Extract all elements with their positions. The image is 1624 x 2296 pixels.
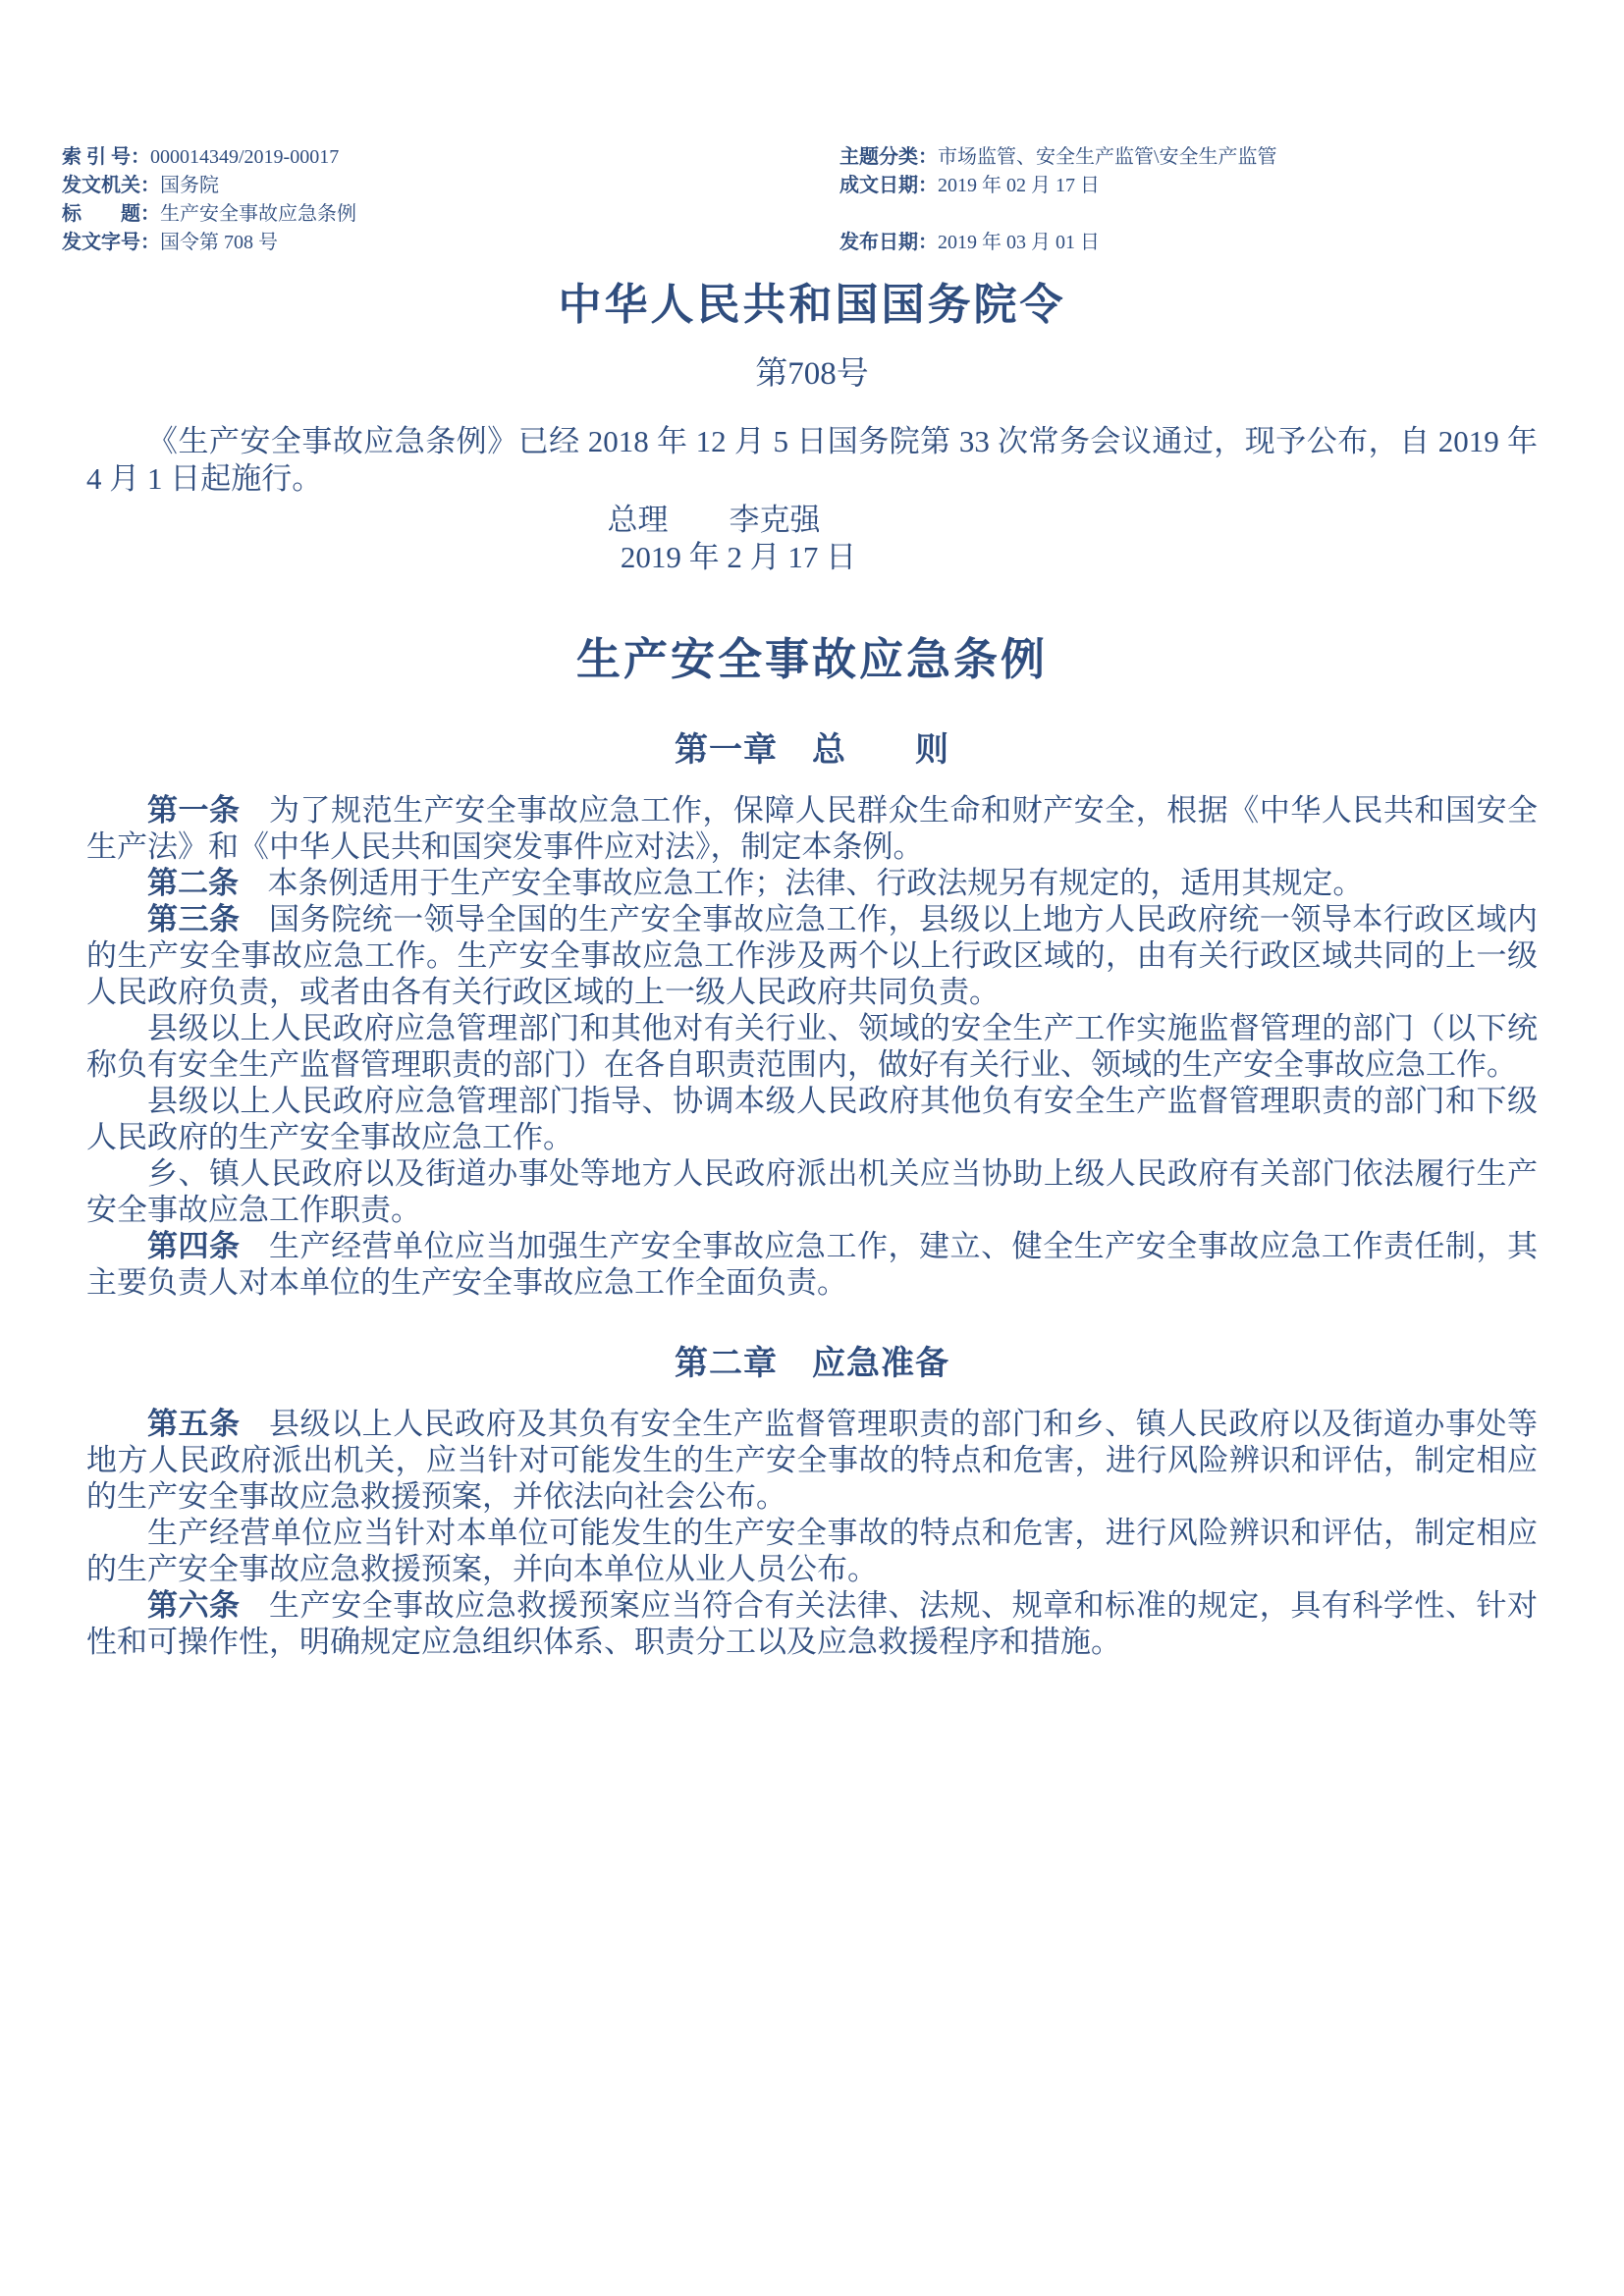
article-text: 生产经营单位应当加强生产安全事故应急工作，建立、健全生产安全事故应急工作责任制，其主要负责人对本单位的生产安全事故应急工作全面负责。 (86, 1229, 1538, 1300)
article-text: 县级以上人民政府及其负有安全生产监督管理职责的部门和乡、镇人民政府以及街道办事处等地方人民政府派出机关，应当针对可能发生的生产安全事故的特点和危害，进行风险辨识和评估，制定相应的生产安全事故应急救援预案，并依法向社会公布。 (86, 1407, 1538, 1514)
signer-line: 总理 李克强 (607, 503, 821, 537)
meta-label: 主题分类： (839, 146, 938, 168)
meta-cell-index-number (62, 143, 839, 172)
article-number: 第二条 (147, 866, 239, 900)
meta-label: 索 引 号： (62, 146, 150, 168)
meta-label: 成文日期： (839, 175, 938, 196)
article-paragraph (86, 865, 1538, 901)
article-text: 本条例适用于生产安全事故应急工作；法律、行政法规另有规定的，适用其规定。 (267, 866, 1364, 900)
article-text: 生产经营单位应当针对本单位可能发生的生产安全事故的特点和危害，进行风险辨识和评估，制定相应的生产安全事故应急救援预案，并向本单位从业人员公布。 (86, 1516, 1538, 1586)
article-paragraph (86, 792, 1538, 865)
article-text: 乡、镇人民政府以及街道办事处等地方人民政府派出机关应当协助上级人民政府有关部门依法履行生产安全事故应急工作职责。 (86, 1156, 1538, 1227)
meta-row (62, 143, 1562, 172)
article-paragraph (86, 1010, 1538, 1083)
article-number: 第六条 (147, 1588, 241, 1623)
signature-block (86, 502, 1538, 576)
article-number: 第一条 (147, 793, 241, 828)
article-text: 县级以上人民政府应急管理部门指导、协调本级人民政府其他负有安全生产监督管理职责的部门和下级人民政府的生产安全事故应急工作。 (86, 1084, 1538, 1154)
meta-value: 2019 年 03 月 01 日 (938, 232, 1100, 253)
decree-paragraph: 《生产安全事故应急条例》已经 2018 年 12 月 5 日国务院第 33 次常务会议通过，现予公布，自 2019 年 4 月 1 日起施行。 (86, 424, 1538, 496)
meta-cell-title (62, 200, 839, 229)
meta-label: 发文机关： (62, 175, 160, 196)
meta-value: 国令第 708 号 (160, 232, 278, 253)
article-paragraph (86, 1083, 1538, 1155)
meta-value: 2019 年 02 月 17 日 (938, 175, 1100, 196)
meta-cell-written-date (839, 172, 1562, 200)
meta-cell-topic-category (839, 143, 1562, 172)
chapter-1-heading: 第一章 总 则 (675, 732, 949, 769)
regulation-title: 生产安全事故应急条例 (575, 635, 1048, 684)
meta-value: 生产安全事故应急条例 (160, 203, 356, 225)
meta-value: 000014349/2019-00017 (150, 146, 340, 168)
meta-cell-empty (839, 200, 1562, 229)
article-paragraph (86, 1228, 1538, 1301)
regulation-section (86, 623, 1538, 1660)
article-paragraph (86, 1587, 1538, 1660)
meta-value: 市场监管、安全生产监管\安全生产监管 (938, 146, 1277, 168)
meta-row (62, 229, 1562, 257)
article-number: 第四条 (147, 1229, 241, 1263)
document-meta (62, 143, 1562, 257)
decree-section (86, 269, 1538, 576)
article-text: 国务院统一领导全国的生产安全事故应急工作，县级以上地方人民政府统一领导本行政区域内的生产安全事故应急工作。生产安全事故应急工作涉及两个以上行政区域的，由有关行政区域共同的上一级人民政府负责，或者由各有关行政区域的上一级人民政府共同负责。 (86, 902, 1538, 1009)
meta-cell-publish-date (839, 229, 1562, 257)
article-number: 第三条 (147, 902, 241, 936)
article-paragraph (86, 1406, 1538, 1515)
article-paragraph (86, 1515, 1538, 1587)
article-paragraph (86, 1155, 1538, 1228)
decree-title: 中华人民共和国国务院令 (558, 281, 1066, 329)
meta-label: 发布日期： (839, 232, 938, 253)
article-text: 为了规范生产安全事故应急工作，保障人民群众生命和财产安全，根据《中华人民共和国安全生产法》和《中华人民共和国突发事件应对法》，制定本条例。 (86, 793, 1538, 864)
decree-number: 第708号 (755, 356, 869, 392)
meta-row (62, 172, 1562, 200)
article-number: 第五条 (147, 1407, 241, 1441)
article-text: 县级以上人民政府应急管理部门和其他对有关行业、领域的安全生产工作实施监督管理的部门（以下统称负有安全生产监督管理职责的部门）在各自职责范围内，做好有关行业、领域的生产安全事故应急工作。 (86, 1011, 1538, 1082)
signature-date: 2019 年 2 月 17 日 (620, 540, 857, 574)
article-paragraph (86, 901, 1538, 1010)
article-text: 生产安全事故应急救援预案应当符合有关法律、法规、规章和标准的规定，具有科学性、针对性和可操作性，明确规定应急组织体系、职责分工以及应急救援程序和措施。 (86, 1588, 1538, 1659)
meta-row (62, 200, 1562, 229)
meta-value: 国务院 (160, 175, 219, 196)
chapter-2-heading: 第二章 应急准备 (675, 1346, 949, 1382)
meta-label: 标 题： (62, 203, 160, 225)
meta-label: 发文字号： (62, 232, 160, 253)
meta-cell-issuing-agency (62, 172, 839, 200)
meta-cell-document-number (62, 229, 839, 257)
